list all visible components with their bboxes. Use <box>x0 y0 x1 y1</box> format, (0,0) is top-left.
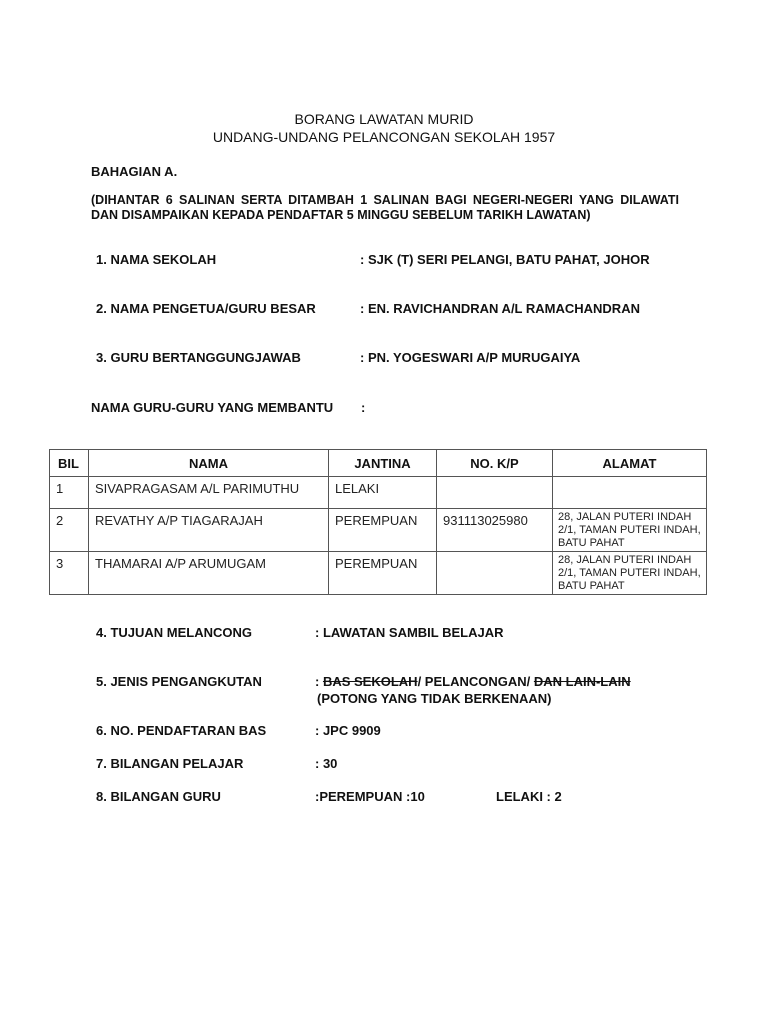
student-count-value: : 30 <box>315 756 338 771</box>
purpose-value: : LAWATAN SAMBIL BELAJAR <box>315 625 504 640</box>
principal-label: 2. NAMA PENGETUA/GURU BESAR <box>96 301 316 316</box>
school-name-value: : SJK (T) SERI PELANGI, BATU PAHAT, JOHOR <box>360 252 650 267</box>
table-row <box>50 509 707 552</box>
cell-jantina: PEREMPUAN <box>329 509 437 552</box>
cell-alamat <box>553 477 707 509</box>
form-title: BORANG LAWATAN MURID <box>294 111 474 127</box>
transport-option-others: DAN LAIN-LAIN <box>533 674 631 689</box>
transport-option-tour: / PELANCONGAN/ <box>417 674 534 689</box>
helpers-colon: : <box>361 400 366 415</box>
teacher-in-charge-label: 3. GURU BERTANGGUNGJAWAB <box>96 350 301 365</box>
bus-registration-label: 6. NO. PENDAFTARAN BAS <box>96 723 267 738</box>
cell-jantina: LELAKI <box>329 477 437 509</box>
cell-nama: REVATHY A/P TIAGARAJAH <box>89 509 329 552</box>
helpers-label: NAMA GURU-GURU YANG MEMBANTU <box>91 400 334 415</box>
purpose-label: 4. TUJUAN MELANCONG <box>96 625 253 640</box>
instruction-note: (DIHANTAR 6 SALINAN SERTA DITAMBAH 1 SALINAN BAGI NEGERI-NEGERI YANG DILAWATI DAN DISAMPAIKAN KEPADA PENDAFTAR 5 MINGGU SEBELUM TARIKH LAWATAN) <box>91 193 679 222</box>
col-header-nama: NAMA <box>89 450 329 477</box>
section-heading: BAHAGIAN A. <box>91 164 178 179</box>
transport-option-school-bus: BAS SEKOLAH <box>322 674 418 689</box>
cell-nama: THAMARAI A/P ARUMUGAM <box>89 552 329 595</box>
cell-jantina: PEREMPUAN <box>329 552 437 595</box>
col-header-kp: NO. K/P <box>437 450 553 477</box>
student-count-label: 7. BILANGAN PELAJAR <box>96 756 244 771</box>
teacher-count-male: LELAKI : 2 <box>496 789 562 804</box>
col-header-bil: BIL <box>50 450 89 477</box>
teacher-count-label: 8. BILANGAN GURU <box>96 789 221 804</box>
form-subtitle: UNDANG-UNDANG PELANCONGAN SEKOLAH 1957 <box>212 129 556 145</box>
cell-kp: 931113025980 <box>437 509 553 552</box>
cell-bil: 2 <box>50 509 89 552</box>
transport-note: (POTONG YANG TIDAK BERKENAAN) <box>317 691 552 706</box>
cell-kp <box>437 477 553 509</box>
transport-options <box>315 674 631 689</box>
transport-label: 5. JENIS PENGANGKUTAN <box>96 674 262 689</box>
col-header-jantina: JANTINA <box>329 450 437 477</box>
cell-alamat: 28, JALAN PUTERI INDAH 2/1, TAMAN PUTERI INDAH, BATU PAHAT <box>553 552 707 595</box>
col-header-alamat: ALAMAT <box>553 450 707 477</box>
teacher-count-female: :PEREMPUAN :10 <box>315 789 425 804</box>
teacher-in-charge-value: : PN. YOGESWARI A/P MURUGAIYA <box>360 350 581 365</box>
helpers-table <box>49 449 707 595</box>
school-name-label: 1. NAMA SEKOLAH <box>96 252 217 267</box>
table-header-row <box>50 450 707 477</box>
bus-registration-value: : JPC 9909 <box>315 723 381 738</box>
cell-bil: 1 <box>50 477 89 509</box>
transport-prefix: : <box>315 674 323 689</box>
cell-nama: SIVAPRAGASAM A/L PARIMUTHU <box>89 477 329 509</box>
cell-alamat: 28, JALAN PUTERI INDAH 2/1, TAMAN PUTERI INDAH, BATU PAHAT <box>553 509 707 552</box>
cell-bil: 3 <box>50 552 89 595</box>
principal-value: : EN. RAVICHANDRAN A/L RAMACHANDRAN <box>360 301 640 316</box>
table-row <box>50 477 707 509</box>
cell-kp <box>437 552 553 595</box>
table-row <box>50 552 707 595</box>
